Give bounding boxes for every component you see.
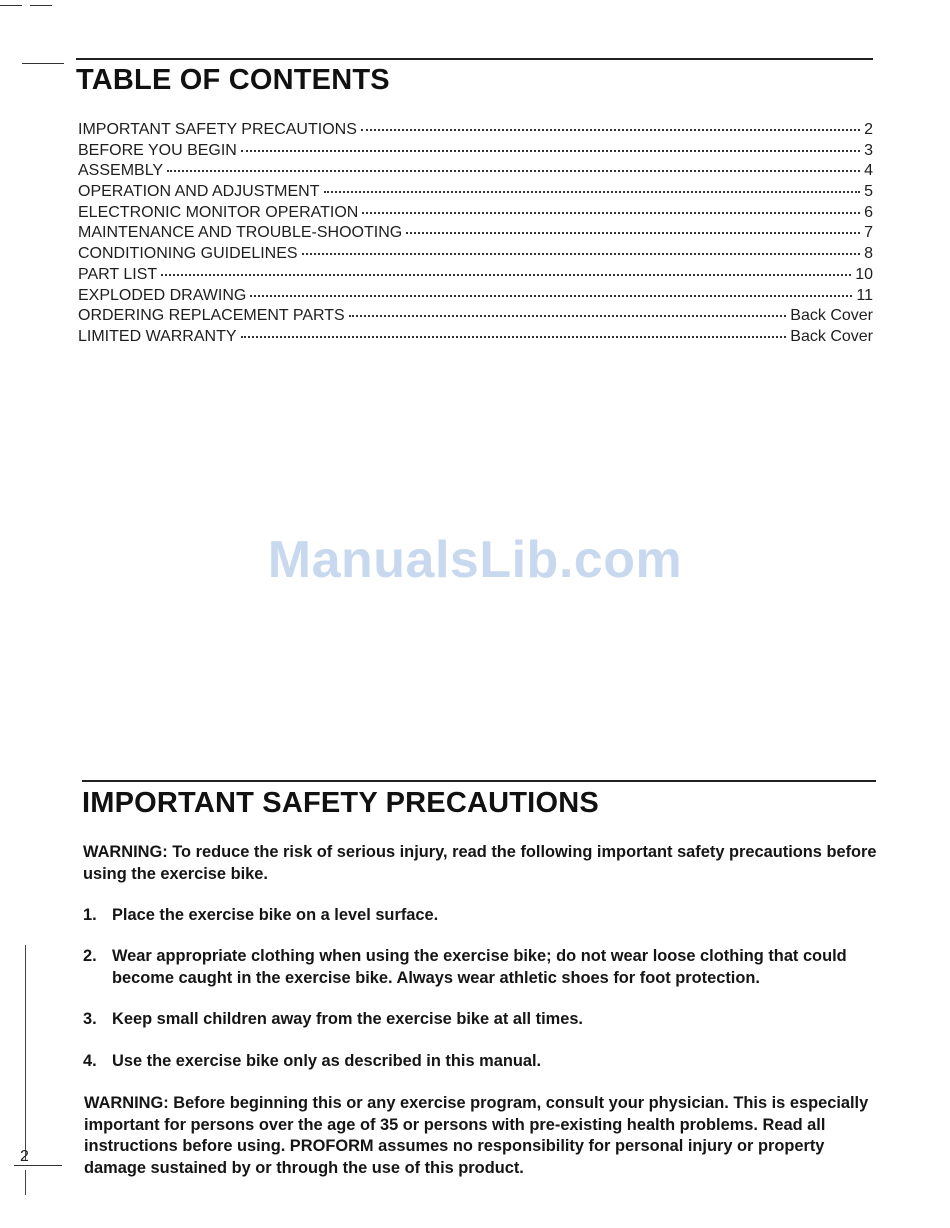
list-item-text: Wear appropriate clothing when using the exercise bike; do not wear loose clothing that could become caught in the exercise bike. Always wear athletic shoes for foot protection. xyxy=(112,947,847,987)
toc-dot-leader xyxy=(362,212,860,214)
toc-dot-leader xyxy=(406,232,860,234)
list-item xyxy=(83,946,873,989)
page-number: 2 xyxy=(20,1148,29,1165)
toc-entry-title: LIMITED WARRANTY xyxy=(78,327,237,345)
toc-entry-title: ELECTRONIC MONITOR OPERATION xyxy=(78,203,359,221)
crop-mark xyxy=(22,63,64,64)
toc-dot-leader xyxy=(167,170,860,172)
toc-dot-leader xyxy=(302,253,861,255)
list-item-number: 4. xyxy=(83,1052,97,1070)
toc-dot-leader xyxy=(250,295,852,297)
watermark: ManualsLib.com xyxy=(267,531,683,589)
margin-line xyxy=(25,945,26,1160)
toc-entry-title: PART LIST xyxy=(78,265,158,283)
warning-final: WARNING: Before beginning this or any exercise program, consult your physician. This is especially important for persons over the age of 35 or persons with pre-existing health problems. Read all instructions before using. PROFORM assumes no responsibility for personal injury or property damage sustained by or through the use of this product. xyxy=(84,1094,869,1177)
crop-mark xyxy=(30,5,52,6)
toc-entry xyxy=(78,162,873,183)
list-item xyxy=(83,1009,873,1031)
safety-top-rule xyxy=(82,780,876,782)
toc-entry-title: OPERATION AND ADJUSTMENT xyxy=(78,183,320,201)
toc-entry-title: EXPLODED DRAWING xyxy=(78,286,247,304)
safety-heading: IMPORTANT SAFETY PRECAUTIONS xyxy=(82,787,599,819)
toc-entry xyxy=(78,245,873,266)
toc-dot-leader xyxy=(361,129,860,131)
toc-entry-title: ORDERING REPLACEMENT PARTS xyxy=(78,307,345,325)
toc-entry-page: 10 xyxy=(855,265,873,283)
toc-entry-page: 7 xyxy=(864,224,873,242)
margin-line xyxy=(25,1170,26,1195)
list-item xyxy=(83,905,873,927)
toc-entry-page: 4 xyxy=(864,162,873,180)
toc-entry-page: 6 xyxy=(864,203,873,221)
toc-entry xyxy=(78,328,873,349)
toc-entry xyxy=(78,307,873,328)
toc-entry-title: MAINTENANCE AND TROUBLE-SHOOTING xyxy=(78,224,403,242)
toc-entry-page: Back Cover xyxy=(790,307,873,325)
toc-entry-page: 3 xyxy=(864,141,873,159)
toc-list xyxy=(78,121,873,349)
toc-heading: TABLE OF CONTENTS xyxy=(76,64,390,96)
list-item-number: 1. xyxy=(83,906,97,924)
toc-dot-leader xyxy=(241,336,787,338)
list-item-text: Keep small children away from the exercise bike at all times. xyxy=(112,1010,583,1028)
toc-dot-leader xyxy=(241,150,860,152)
toc-dot-leader xyxy=(324,191,861,193)
toc-entry-page: 8 xyxy=(864,245,873,263)
toc-entry xyxy=(78,224,873,245)
list-item-number: 3. xyxy=(83,1010,97,1028)
list-item-text: Place the exercise bike on a level surface. xyxy=(112,906,439,924)
toc-dot-leader xyxy=(161,274,851,276)
toc-entry xyxy=(78,142,873,163)
toc-entry-page: 2 xyxy=(864,121,873,138)
toc-entry-title: IMPORTANT SAFETY PRECAUTIONS xyxy=(78,121,357,138)
list-item-number: 2. xyxy=(83,947,97,965)
toc-entry xyxy=(78,266,873,287)
toc-top-rule xyxy=(76,58,873,60)
toc-entry-page: 11 xyxy=(856,286,873,304)
toc-entry xyxy=(78,183,873,204)
list-item xyxy=(83,1051,873,1073)
toc-entry xyxy=(78,121,873,142)
toc-entry-page: Back Cover xyxy=(790,327,873,345)
toc-entry xyxy=(78,204,873,225)
warning-intro: WARNING: To reduce the risk of serious injury, read the following important safety precautions before using the exercise bike. xyxy=(83,843,877,883)
toc-entry-title: CONDITIONING GUIDELINES xyxy=(78,245,298,263)
toc-entry-title: ASSEMBLY xyxy=(78,162,164,180)
toc-entry xyxy=(78,287,873,308)
toc-entry-title: BEFORE YOU BEGIN xyxy=(78,141,237,159)
toc-entry-page: 5 xyxy=(864,183,873,201)
toc-dot-leader xyxy=(349,315,787,317)
crop-mark xyxy=(0,5,22,6)
list-item-text: Use the exercise bike only as described in this manual. xyxy=(112,1052,542,1070)
